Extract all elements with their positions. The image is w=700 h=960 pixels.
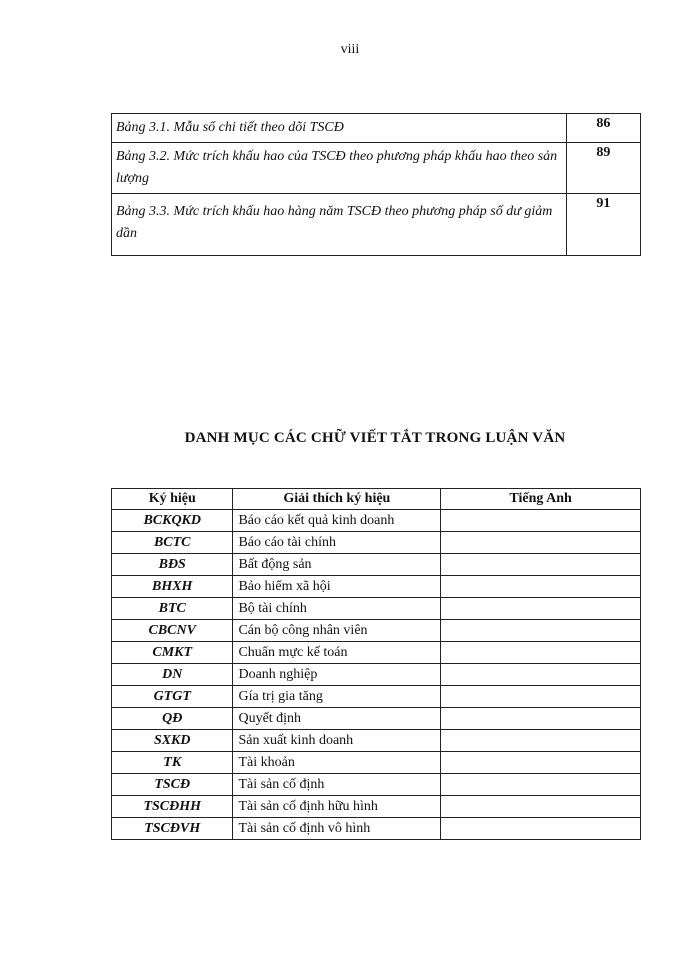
abbreviation-meaning: Doanh nghiệp xyxy=(233,664,441,686)
abbreviation-meaning: Gía trị gia tăng xyxy=(233,686,441,708)
abbreviation-english xyxy=(441,620,641,642)
abbreviation-english xyxy=(441,598,641,620)
abbreviation-meaning: Báo cáo kết quả kinh doanh xyxy=(233,510,441,532)
abbreviation-meaning: Bảo hiểm xã hội xyxy=(233,576,441,598)
section-heading: DANH MỤC CÁC CHỮ VIẾT TẮT TRONG LUẬN VĂN xyxy=(184,430,566,446)
abbreviation-meaning: Chuẩn mực kế toán xyxy=(233,642,441,664)
abbreviation-english xyxy=(441,510,641,532)
abbreviation-meaning: Cán bộ công nhân viên xyxy=(233,620,441,642)
abbreviation-english xyxy=(441,730,641,752)
abbreviation-english xyxy=(441,752,641,774)
abbreviation-english xyxy=(441,554,641,576)
abbreviation-code: SXKD xyxy=(112,730,233,752)
abbreviation-code: CBCNV xyxy=(112,620,233,642)
table-header-row xyxy=(112,489,641,510)
abbreviation-english xyxy=(441,708,641,730)
table-row xyxy=(112,620,641,642)
table-row xyxy=(112,510,641,532)
toc-row xyxy=(112,194,641,256)
toc-entry-page: 89 xyxy=(566,143,640,194)
toc-row xyxy=(112,143,641,194)
abbreviation-code: TSCĐ xyxy=(112,774,233,796)
table-row xyxy=(112,664,641,686)
abbreviation-meaning: Bộ tài chính xyxy=(233,598,441,620)
abbreviation-code: BCTC xyxy=(112,532,233,554)
abbreviation-english xyxy=(441,686,641,708)
abbreviation-code: CMKT xyxy=(112,642,233,664)
abbreviation-meaning: Tài khoản xyxy=(233,752,441,774)
column-header-symbol: Ký hiệu xyxy=(112,489,233,510)
page-number: viii xyxy=(340,42,360,57)
abbreviation-meaning: Báo cáo tài chính xyxy=(233,532,441,554)
abbreviation-code: BCKQKD xyxy=(112,510,233,532)
abbreviation-meaning: Tài sản cố định hữu hình xyxy=(233,796,441,818)
abbreviation-meaning: Tài sản cố định xyxy=(233,774,441,796)
toc-entry-title: Bảng 3.3. Mức trích khấu hao hàng năm TSCĐ theo phương pháp số dư giảm dần xyxy=(112,194,567,256)
abbreviation-code: TSCĐHH xyxy=(112,796,233,818)
table-row xyxy=(112,774,641,796)
toc-row xyxy=(112,114,641,143)
table-row xyxy=(112,554,641,576)
abbreviation-code: GTGT xyxy=(112,686,233,708)
abbreviation-code: TSCĐVH xyxy=(112,818,233,840)
abbreviation-code: BTC xyxy=(112,598,233,620)
abbreviation-english xyxy=(441,576,641,598)
abbreviations-table xyxy=(111,488,641,840)
abbreviation-code: DN xyxy=(112,664,233,686)
table-row xyxy=(112,708,641,730)
abbreviation-code: BĐS xyxy=(112,554,233,576)
table-row xyxy=(112,642,641,664)
abbreviation-code: TK xyxy=(112,752,233,774)
table-row xyxy=(112,752,641,774)
table-row xyxy=(112,598,641,620)
abbreviation-english xyxy=(441,642,641,664)
toc-entry-title: Bảng 3.1. Mẫu sổ chi tiết theo dõi TSCĐ xyxy=(112,114,567,143)
table-row xyxy=(112,576,641,598)
table-row xyxy=(112,796,641,818)
table-row xyxy=(112,686,641,708)
abbreviation-meaning: Quyết định xyxy=(233,708,441,730)
toc-entry-title: Bảng 3.2. Mức trích khấu hao của TSCĐ theo phương pháp khấu hao theo sản lượng xyxy=(112,143,567,194)
abbreviation-english xyxy=(441,818,641,840)
abbreviation-english xyxy=(441,664,641,686)
abbreviation-english xyxy=(441,774,641,796)
table-row xyxy=(112,532,641,554)
column-header-explanation: Giải thích ký hiệu xyxy=(233,489,441,510)
toc-entry-page: 91 xyxy=(566,194,640,256)
abbreviation-meaning: Bất động sản xyxy=(233,554,441,576)
abbreviation-code: BHXH xyxy=(112,576,233,598)
list-of-tables xyxy=(111,113,641,256)
table-row xyxy=(112,730,641,752)
toc-entry-page: 86 xyxy=(566,114,640,143)
table-row xyxy=(112,818,641,840)
abbreviation-english xyxy=(441,796,641,818)
abbreviation-meaning: Tài sản cố định vô hình xyxy=(233,818,441,840)
column-header-english: Tiếng Anh xyxy=(441,489,641,510)
abbreviation-code: QĐ xyxy=(112,708,233,730)
abbreviation-meaning: Sản xuất kinh doanh xyxy=(233,730,441,752)
abbreviation-english xyxy=(441,532,641,554)
